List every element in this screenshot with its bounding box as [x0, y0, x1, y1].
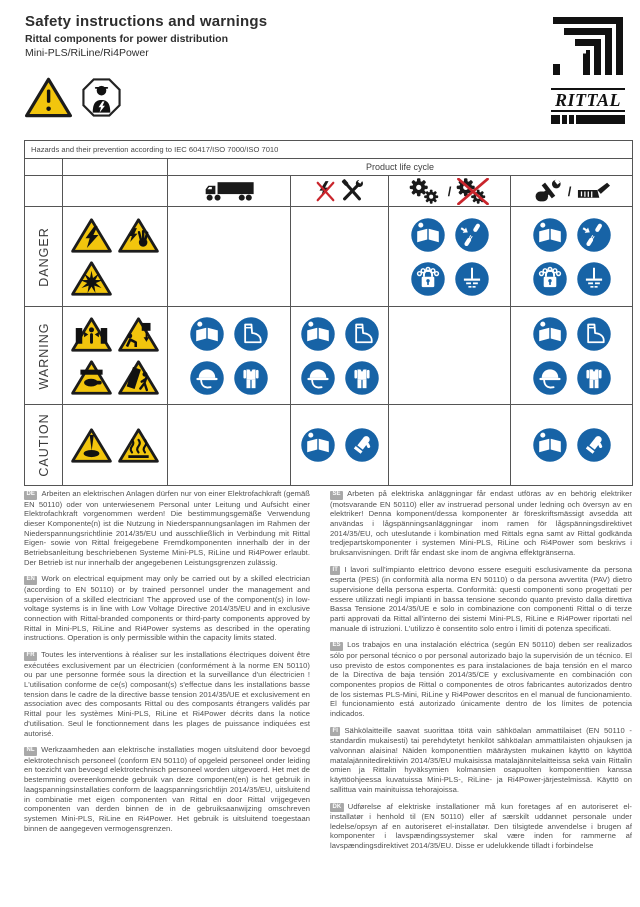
protective-clothing-mandatory-icon [233, 360, 269, 396]
separator-slash: / [567, 183, 572, 199]
safety-boots-mandatory-icon [576, 316, 612, 352]
safety-helmet-mandatory-icon [532, 360, 568, 396]
protective-clothing-mandatory-icon [576, 360, 612, 396]
mandatory-icon-grid [300, 316, 380, 396]
notice-text: I lavori sull'impianto elettrico devono essere eseguiti esclusivamente da persona esperta (PES) (in conformità alla norma EN 50110) o da persona avvertita (PAV) dietro supervisione della persona esperta. Conformità: questi componenti sono progettati per essere utilizzati negli impianti in bassa tensione secondo quanto previsto dalla direttiva Bassa Tensione 2014/35/UE e solo in combinazione con componenti Rittal o di terze parti approvati da Rittal all'interno dei sistemi Mini-PLS, RiLine e Ri4Power riportati nel manuale di istruzioni. L'utilizzo è consentito solo entro i limiti di potenza specificati. [330, 564, 632, 633]
read-manual-mandatory-icon [410, 217, 446, 253]
hand-injury-warning-icon [71, 359, 112, 396]
lifecycle-col-operation [389, 176, 511, 207]
no-voltage-icon [316, 180, 335, 203]
mandatory-icon-grid [410, 217, 490, 297]
empty-cell [25, 159, 63, 176]
disconnect-power-mandatory-icon [454, 217, 490, 253]
empty-cell [63, 176, 168, 207]
lifecycle-header: Product life cycle [168, 159, 633, 176]
mandatory-icon-grid [189, 316, 269, 396]
hazard-icons-cell [63, 307, 168, 405]
notice-paragraph-se [330, 489, 632, 558]
mandatory-icon-grid [532, 217, 612, 297]
row-label-cell [25, 405, 63, 486]
hazard-icons-cell [63, 405, 168, 486]
read-manual-mandatory-icon [300, 427, 336, 463]
cell-caution-installation [291, 405, 389, 486]
lang-badge-es: ES [330, 642, 343, 651]
falling-objects-warning-icon [118, 316, 159, 353]
hazard-icon-grid [71, 316, 159, 396]
cell-danger-operation [389, 207, 511, 307]
cell-warning-maintenance [511, 307, 633, 405]
notice-text: Toutes les interventions à réaliser sur les installations électriques doivent être exécutées exclusivement par un électricien (conformément à la norme EN 50110) ou par une personne formée sous la direction et la surveillance d'un électricien ! L'utilisation conforme de ce(s) composant(s) s'effectue dans les installations basse tension dans le cadre de la directive basse tension 2014/35/UE et exclusivement en association avec des composants Rittal ou des composants étrangers validés par Rittal pour les systèmes Mini-PLS, RiLine et Ri4Power décrits dans la notice d'utilisation. Seul le fonctionnement dans les plages de puissance indiquées est autorisé. [24, 650, 310, 738]
cell-warning-operation [389, 307, 511, 405]
lang-badge-fr: FR [24, 652, 37, 661]
protective-gloves-mandatory-icon [576, 427, 612, 463]
row-label-cell [25, 207, 63, 307]
rittal-logo [551, 17, 625, 124]
read-manual-mandatory-icon [300, 316, 336, 352]
hazard-icon-grid [71, 217, 159, 297]
notice-text: Los trabajos en una instalación eléctrica (según EN 50110) deben ser realizados sólo por personal técnico o por personal autorizado bajo la supervisión de un técnico. El uso previsto de estos componentes es para instalaciones de baja tensión en el marco de la Directiva de baja tensión 2014/35/CE y exclusivamente en combinación con componentes propios de Rittal o componentes de otros fabricantes autorizados dentro de los sistemas PLS-Mini, RiLine y Ri4Power descritos en el manual de funcionamiento. El funcionamiento está autorizado únicamente dentro de los límites de potencia indicados. [330, 640, 632, 719]
safety-helmet-mandatory-icon [189, 360, 225, 396]
cell-caution-transport [168, 405, 291, 486]
tipping-over-warning-icon [118, 359, 159, 396]
lang-badge-nl: NL [24, 747, 37, 756]
cell-caution-maintenance [511, 405, 633, 486]
table-caption: Hazards and their prevention according to IEC 60417/ISO 7000/ISO 7010 [25, 141, 633, 159]
empty-cell [63, 159, 168, 176]
cell-danger-installation [291, 207, 389, 307]
hot-surface-warning-icon [118, 427, 159, 464]
mandatory-icon-grid [532, 427, 612, 463]
connect-earth-mandatory-icon [454, 261, 490, 297]
hazard-table [24, 140, 633, 486]
gears-running-icon [409, 178, 443, 205]
disconnect-power-mandatory-icon [576, 217, 612, 253]
gears-stopped-icon [456, 178, 490, 205]
notice-text: Arbeten på elektriska anläggningar får endast utföras av en behörig elektriker (motsvarande EN 50110) eller av instruerad personal under ledning och översyn av en elektriker! Denna komponent/dessa komponenter är föreskriftsmässigt avsedda att användas i lågspänningsanläggningar inom ramen för lågspänningsdirektivet 2014/35/EU, och uteslutande i kombination med Rittals egna samt av Rittal godkända tredjepartskomponenter i systemen Mini-PLS, RiLine och Ri4Power som beskrivs i bruksanvisningen. Drift får endast ske inom de angivna effektgränserna. [330, 489, 632, 558]
lang-badge-de: DE [24, 491, 37, 500]
sharp-elements-warning-icon [71, 427, 112, 464]
notice-text: Work on electrical equipment may only be carried out by a skilled electrician (according to EN 50110) or by trained personnel under the management and supervision of a skilled electrician! The approved use of the component(s) in low-voltage systems is in line with Low Voltage Directive 2014/35/EU and in exclusive connection with Rittal-branded components or third-party components approved by Rittal in Mini-PLS, RiLine and Ri4Power systems as described in the operating instructions. Operation is only permissible within the capacity limits stated. [24, 574, 310, 643]
safety-helmet-mandatory-icon [300, 360, 336, 396]
page-title: Safety instructions and warnings [25, 13, 268, 30]
severity-label: CAUTION [36, 413, 51, 477]
hazard-row-warning [25, 307, 633, 405]
connect-earth-mandatory-icon [576, 261, 612, 297]
notice-paragraph-de [24, 489, 310, 567]
lang-badge-se: SE [330, 491, 343, 500]
lifecycle-col-installation [291, 176, 389, 207]
hazard-row-danger [25, 207, 633, 307]
notice-text: Arbeiten an elektrischen Anlagen dürfen nur von einer Elektrofachkraft (gemäß EN 50110) oder von unterwiesenem Personal unter Leitung und Aufsicht einer Elektrofachkraft vorgenommen werden! Die bestimmungsgemäße Verwendung dieser Komponente(n) ist die Nutzung in Niederspannungsanlagen im Rahmen der Niederspannungsrichtlinie 2014/35/EU und ausschließlich in Verbindung mit Rittal Eigen- sowie von Rittal freigegebene Fremdkomponenten innerhalb der in der Betriebsanleitung beschriebenen Systeme Mini-PLS, RiLine und Ri4Power erlaubt. Der Betrieb ist nur innerhalb der angegebenen Leistungsgrenzen zulässig. [24, 489, 310, 567]
lang-badge-fi: FI [330, 727, 340, 736]
lifecycle-col-transport [168, 176, 291, 207]
hazard-icons-cell [63, 207, 168, 307]
severity-label: DANGER [36, 226, 51, 287]
cell-caution-operation [389, 405, 511, 486]
electric-shock-warning-icon [71, 217, 112, 254]
header-titles [25, 13, 267, 59]
row-label-cell [25, 307, 63, 405]
qualified-electrician-icon [81, 77, 122, 118]
read-manual-mandatory-icon [189, 316, 225, 352]
notice-paragraph-dk [330, 802, 632, 851]
separator-slash: / [447, 183, 452, 199]
notice-paragraph-es [330, 640, 632, 718]
lockout-mandatory-icon [410, 261, 446, 297]
notice-paragraph-en [24, 574, 310, 643]
cell-warning-installation [291, 307, 389, 405]
truck-icon [203, 180, 255, 202]
notice-paragraph-fi [330, 726, 632, 795]
notice-paragraph-nl [24, 745, 310, 833]
lang-badge-it: IT [330, 566, 340, 575]
hand-wrench-icon [532, 179, 563, 204]
rittal-logo-bar [551, 115, 625, 124]
explosion-warning-icon [71, 260, 112, 297]
severity-label: WARNING [36, 322, 51, 389]
notices-right-column [330, 489, 632, 858]
hazard-row-caution [25, 405, 633, 486]
lang-badge-en: EN [24, 576, 37, 585]
brush-icon [576, 181, 611, 201]
rittal-wordmark: RITTAL [551, 88, 625, 112]
read-manual-mandatory-icon [532, 427, 568, 463]
mandatory-icon-grid [532, 316, 612, 396]
safety-boots-mandatory-icon [344, 316, 380, 352]
crossed-tools-icon [340, 179, 364, 203]
safety-boots-mandatory-icon [233, 316, 269, 352]
crushing-warning-icon [71, 316, 112, 353]
protective-gloves-mandatory-icon [344, 427, 380, 463]
read-manual-mandatory-icon [532, 217, 568, 253]
notice-text: Sähkölaitteille saavat suorittaa töitä vain sähköalan ammattilaiset (EN 50110 -standardin mukaisesti) tai perehdytetyt henkilöt sähköalan ammattilaisten ohjauksen ja valvonnan alaisina! Näiden komponenttien määräysten mukainen käyttö on käyttöä matalajännitedirektiivin 2014/35/EU mukaisissa matalajännitelaitteissa sekä vain Rittalin omien ja Rittalin hyväksymien kolmansien osapuolten komponenttien kanssa käyttöohjeessa kuvatuissa Mini-PLS-, RiLine- ja Ri4Power-järjestelmissä. Käyttö on sallittua vain mainituissa tehorajoissa. [330, 725, 632, 794]
cell-danger-transport [168, 207, 291, 307]
notices-left-column [24, 489, 310, 858]
notice-text: Werkzaamheden aan elektrische installaties mogen uitsluitend door bevoegd elektrotechnisch personeel (conform EN 50110) of opgeleid personeel onder leiding en toezicht van bevoegd elektrotechnisch personeel worden uitgevoerd. Het met de bestemming overeenkomende gebruik van deze component(en) is het gebruik in laagspanningsinstallaties conform de laagspanningsrichtlijn 2014/35/EU, uitsluitend in combinatie met eigen componenten van Rittal en door Rittal vrijgegeven componenten van derden binnen de in de gebruiksaanwijzing omschreven systemen Mini-PLS, RiLine en Ri4Power. Het gebruik is uitsluitend toegestaan binnen de aangegeven vermogensgrenzen. [24, 745, 310, 833]
rittal-logo-mark-icon [552, 17, 624, 75]
notice-paragraph-it [330, 565, 632, 634]
lockout-mandatory-icon [532, 261, 568, 297]
protective-clothing-mandatory-icon [344, 360, 380, 396]
read-manual-mandatory-icon [532, 316, 568, 352]
lang-badge-dk: DK [330, 803, 344, 812]
mandatory-icon-grid [300, 427, 380, 463]
empty-cell [25, 176, 63, 207]
header-safety-icons [25, 76, 122, 119]
lifecycle-col-maintenance [511, 176, 633, 207]
hazard-icon-grid [71, 427, 159, 464]
general-warning-icon [25, 76, 72, 119]
notice-text: Udførelse af elektriske installationer må kun foretages af en autoriseret el-installatør i henhold til (EN 50110) eller af særskilt uddannet personale under ledelse/opsyn af en autoriseret el-installatør. Den tilsigtede anvendelse i brugen af komponenter i lavspændingssystemer skal være inden for rammerne af lavspændingsdirektivet 2014/35/EU. Disse er udelukkende tilladt i forbindelse [330, 801, 632, 851]
cell-danger-maintenance [511, 207, 633, 307]
page-subtitle: Rittal components for power distribution [25, 33, 228, 45]
notice-paragraph-fr [24, 650, 310, 738]
hand-electric-shock-warning-icon [118, 217, 159, 254]
cell-warning-transport [168, 307, 291, 405]
product-line: Mini-PLS/RiLine/Ri4Power [25, 47, 149, 59]
multilingual-notices [24, 489, 632, 858]
